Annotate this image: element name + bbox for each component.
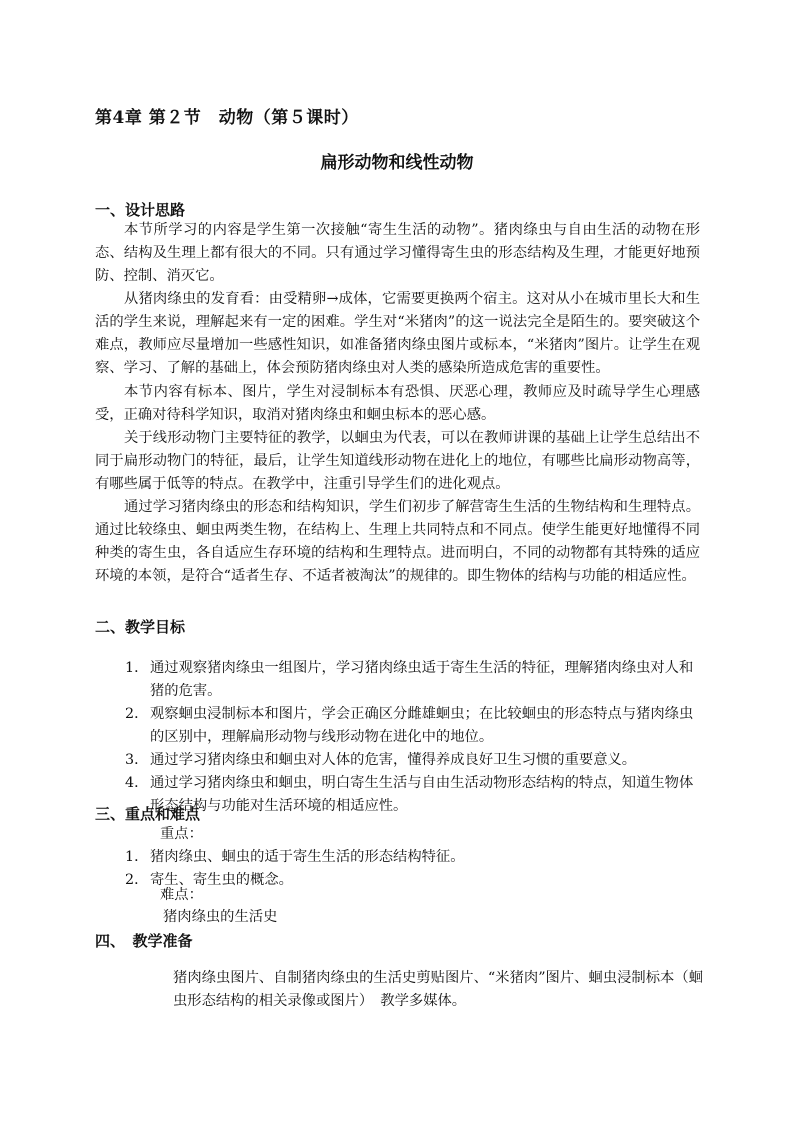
key-points-label: 重点： <box>160 826 203 842</box>
list-item: 4． 通过学习猪肉绦虫和蛔虫，明白寄生生活与自由生活动物形态结构的特点，知道生物体形态结构与功能对生活环境的相适应性。 <box>125 775 694 814</box>
paragraph: 从猪肉绦虫的发育看：由受精卵→成体，它需要更换两个宿主。这对从小在城市里长大和生活的学生来说，理解起来有一定的困难。学生对“米猪肉”的这一说法完全是陌生的。要突破这个难点，教师应尽量增加一些感性知识，如准备猪肉绦虫图片或标本，“米猪肉”图片。让学生在观察、学习、了解的基础上，体会预防猪肉绦虫对人类的感染所造成危害的重要性。 <box>95 291 700 376</box>
list-item: 1． 通过观察猪肉绦虫一组图片，学习猪肉绦虫适于寄生生活的特征，理解猪肉绦虫对人和猪的危害。 <box>125 660 694 699</box>
page-subtitle: 扁形动物和线性动物 <box>320 153 474 173</box>
list-item: 2． 观察蛔虫浸制标本和图片，学会正确区分雌雄蛔虫；在比较蛔虫的形态特点与猪肉绦虫的区别中，理解扁形动物与线形动物在进化中的地位。 <box>125 706 694 745</box>
preparation-text: 猪肉绦虫图片、自制猪肉绦虫的生活史剪贴图片、“米猪肉”图片、蛔虫浸制标本（蛔虫形态结构的相关录像或图片） 教学多媒体。 <box>173 970 703 1009</box>
list-item: 2． 寄生、寄生虫的概念。 <box>125 872 293 888</box>
list-item: 1． 猪肉绦虫、蛔虫的适于寄生生活的形态结构特征。 <box>125 849 465 865</box>
section-heading-design: 一、设计思路 <box>95 201 186 219</box>
page-title: 第4章 第２节 动物（第５课时） <box>95 108 359 128</box>
difficulty-text: 猪肉绦虫的生活史 <box>163 909 278 925</box>
paragraph: 本节所学习的内容是学生第一次接触“寄生生活的动物”。猪肉绦虫与自由生活的动物在形态、结构及生理上都有很大的不同。只有通过学习懂得寄生虫的形态结构及生理，才能更好地预防、控制、消灭它。 <box>95 222 700 284</box>
paragraph: 本节内容有标本、图片，学生对浸制标本有恐惧、厌恶心理，教师应及时疏导学生心理感受，正确对待科学知识，取消对猪肉绦虫和蛔虫标本的恶心感。 <box>95 384 700 423</box>
section-heading-objectives: 二、教学目标 <box>95 618 186 636</box>
list-item: 3． 通过学习猪肉绦虫和蛔虫对人体的危害，懂得养成良好卫生习惯的重要意义。 <box>125 752 637 768</box>
section-heading-key-points: 三、重点和难点 <box>95 805 201 823</box>
key-points-list <box>125 846 700 892</box>
section-heading-preparation: 四、 教学准备 <box>95 932 193 950</box>
paragraph: 关于线形动物门主要特征的教学，以蛔虫为代表，可以在教师讲课的基础上让学生总结出不同于扁形动物门的特征，最后，让学生知道线形动物在进化上的地位，有哪些比扁形动物高等，有哪些属于低等的特点。在教学中，注重引导学生们的进化观点。 <box>95 430 700 492</box>
paragraph: 通过学习猪肉绦虫的形态和结构知识，学生们初步了解营寄生生活的生物结构和生理特点。通过比较绦虫、蛔虫两类生物，在结构上、生理上共同特点和不同点。使学生能更好地懂得不同种类的寄生虫，各自适应生存环境的结构和生理特点。进而明白，不同的动物都有其特殊的适应环境的本领，是符合“适者生存、不适者被淘汰”的规律的。即生物体的结构与功能的相适应性。 <box>95 499 700 584</box>
difficulty-label: 难点： <box>160 887 203 903</box>
objectives-list <box>125 657 700 818</box>
